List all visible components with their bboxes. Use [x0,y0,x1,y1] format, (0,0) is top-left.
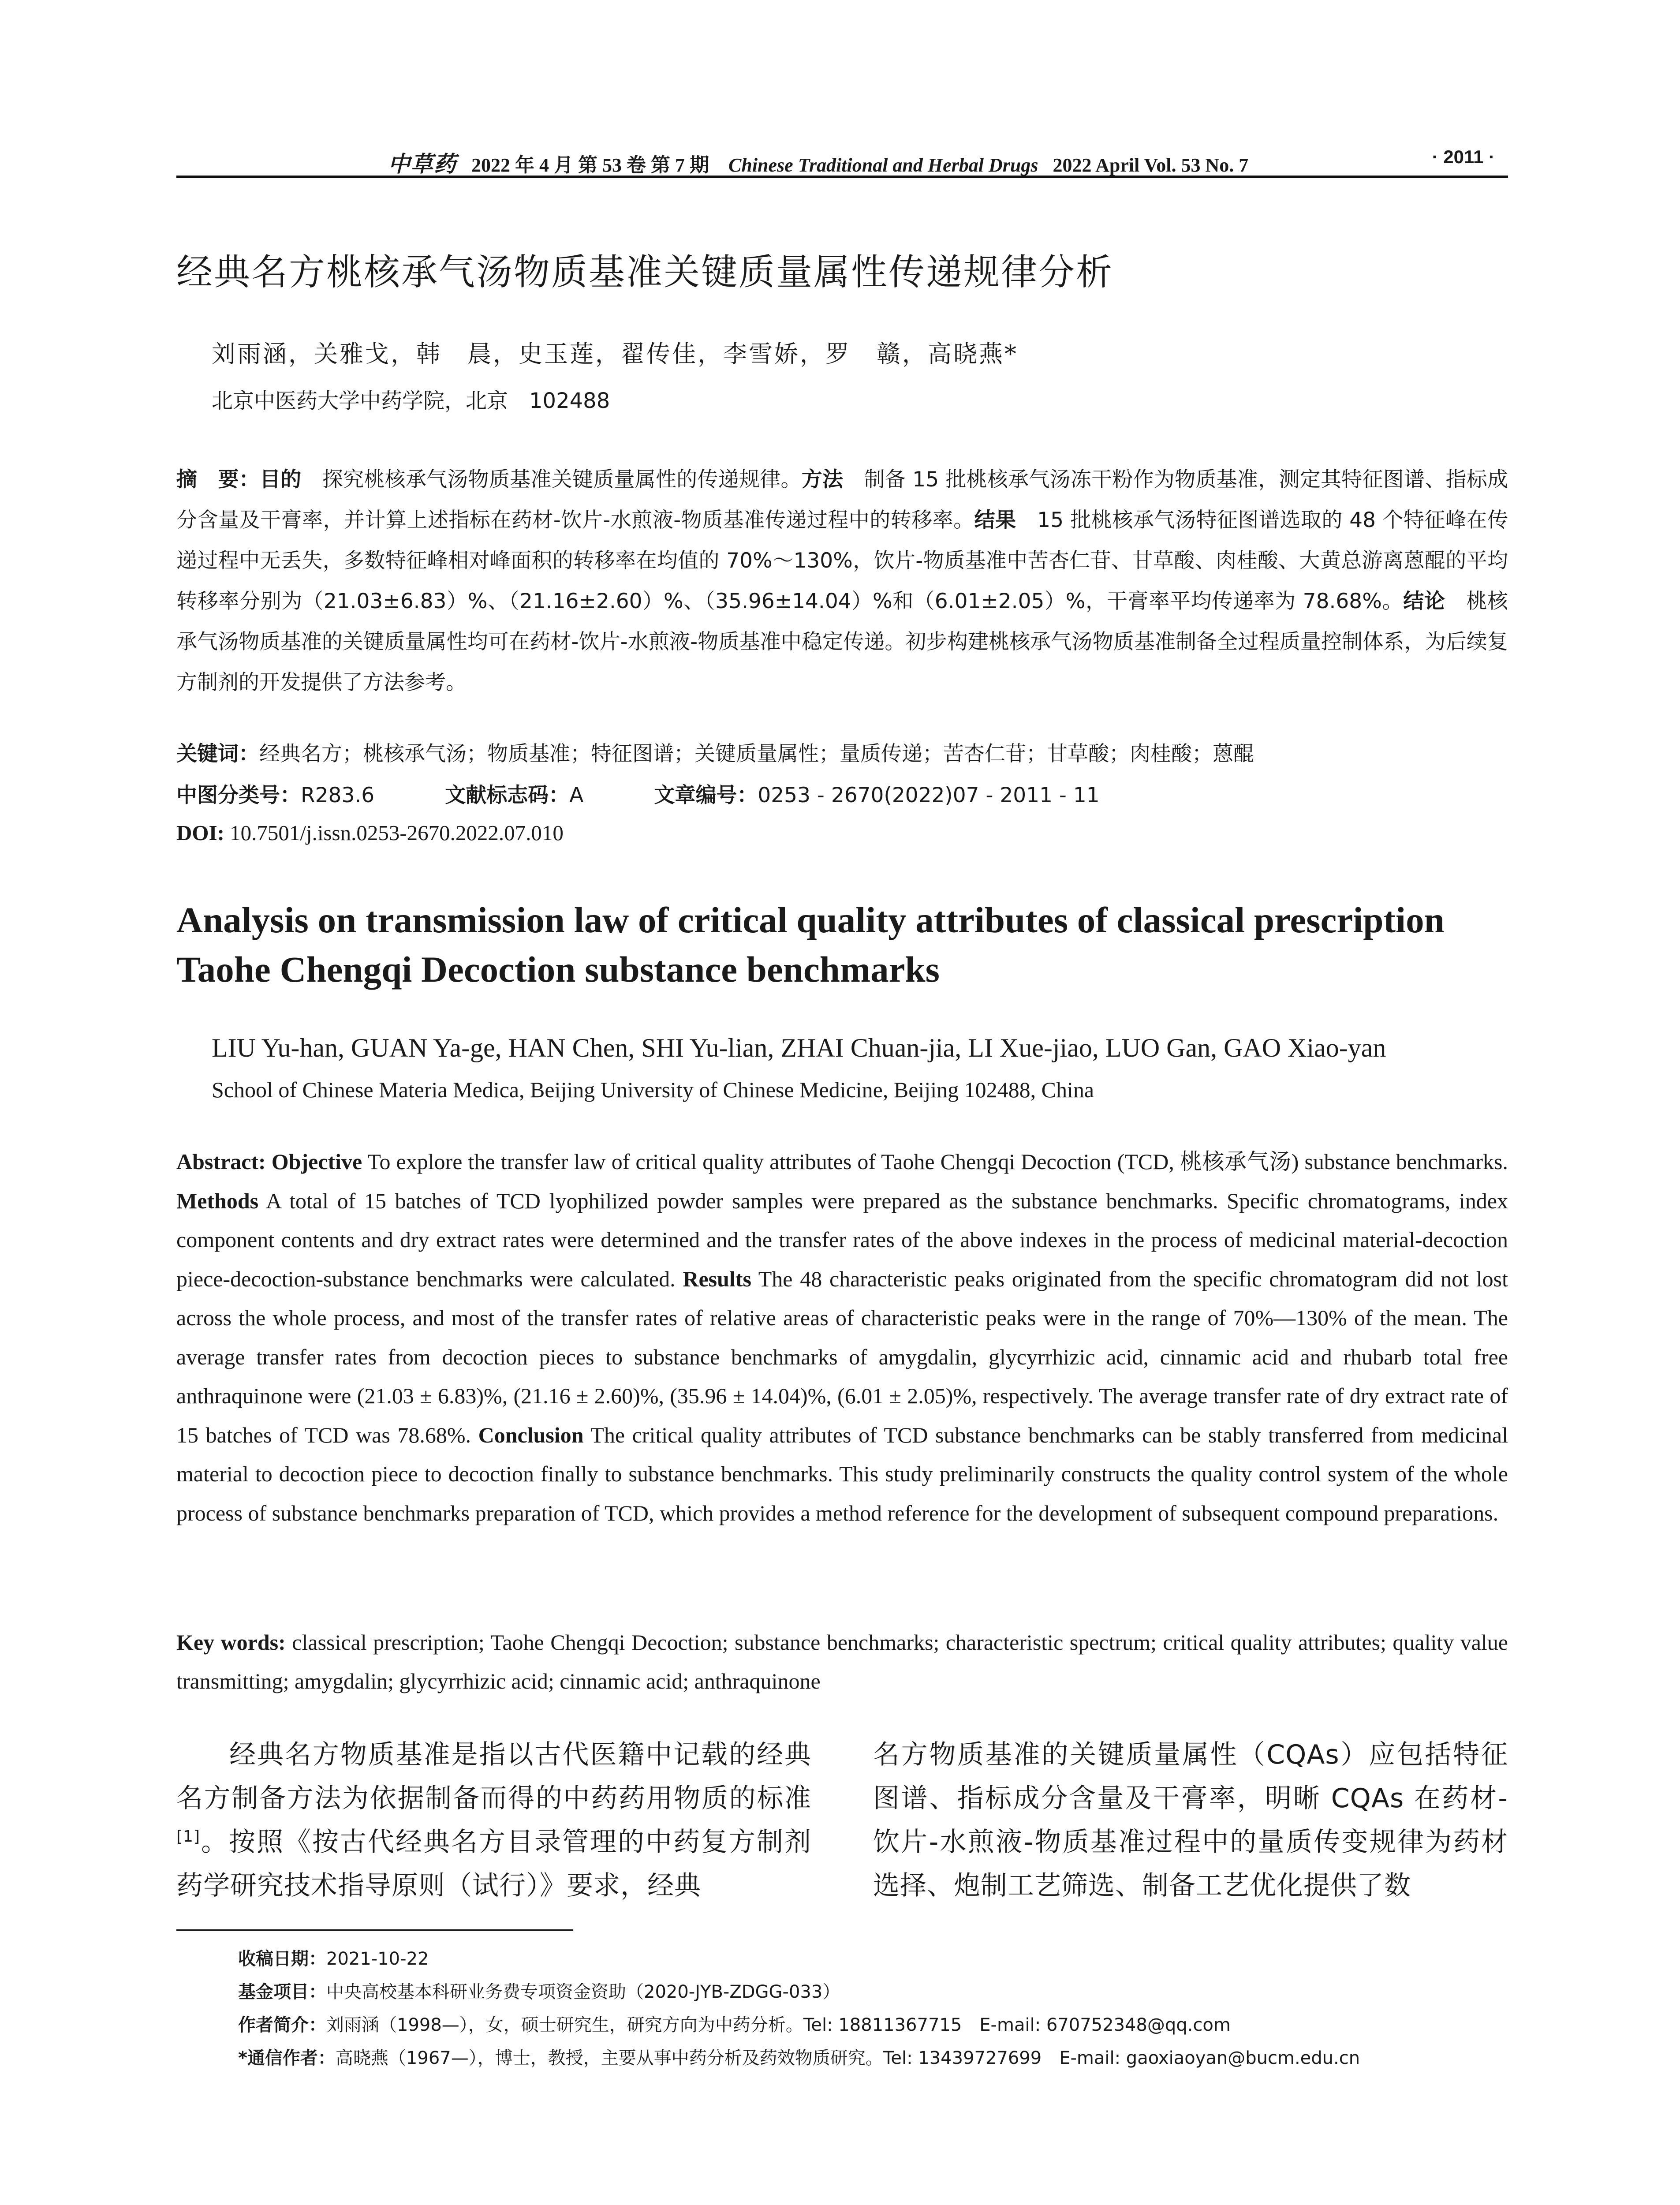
conclusion-text-cn: 桃核承气汤物质基准的关键质量属性均可在药材-饮片-水煎液-物质基准中稳定传递。初步构建桃核承气汤物质基准制备全过程质量控制体系，为后续复方制剂的开发提供了方法参考。 [176,589,1508,695]
footnotes [238,1943,1517,2075]
methods-text-cn: 制备 15 批桃核承气汤冻干粉作为物质基准，测定其特征图谱、指标成分含量及干膏率，并计算上述指标在药材-饮片-水煎液-物质基准传递过程中的转移率。 [176,467,1508,532]
doc-code-label: 文献标志码： [445,783,570,807]
abstract-label-cn: 摘 要： [176,467,260,492]
classification-line [176,779,1100,808]
article-title-en: Analysis on transmission law of critical quality attributes of classical prescription Taohe Chengqi Decoction substance benchmarks [176,900,1445,990]
running-header [176,142,1508,176]
keywords-label-en: Key words: [176,1630,286,1655]
page-number: · 2011 · [1432,146,1495,167]
clc-value: R283.6 [301,783,375,807]
article-title-cn: 经典名方桃核承气汤物质基准关键质量属性传递规律分析 [176,251,1114,293]
footnote-corresponding [238,2042,1517,2075]
doi-line [176,820,564,845]
keywords-text-en: classical prescription; Taohe Chengqi Decoction; substance benchmarks; characteristic spectrum; critical quality attributes; quality value transmitting; amygdalin; glycyrrhizic acid; cinnamic acid; anthraquinone [176,1630,1508,1693]
body-column-left [176,1733,811,1908]
affiliation-en: School of Chinese Materia Medica, Beijing University of Chinese Medicine, Beijing 102488, China [212,1077,1094,1102]
footnote-text: 2021-10-22 [326,1949,429,1969]
header-rule [176,176,1508,178]
methods-label-cn: 方法 [801,467,844,492]
body-left-text: 经典名方物质基准是指以古代医籍中记载的经典名方制备方法为依据制备而得的中药药用物质的标准 [176,1739,811,1814]
results-text-en: The 48 characteristic peaks originated from the specific chromatogram did not lost across the whole process, and most of the transfer rates of relative areas of characteristic peaks were in the range of 70%—130% of the mean. The average transfer rates from decoction pieces to substance benchmarks of amygdalin, glycyrrhizic acid, cinnamic acid and rhubarb total free anthraquinone were (21.03 ± 6.83)%, (21.16 ± 2.60)%, (35.96 ± 14.04)%, (6.01 ± 2.05)%, respectively. The average transfer rate of dry extract rate of 15 batches of TCD was 78.68%. [176,1266,1508,1447]
keywords-text-cn: 经典名方；桃核承气汤；物质基准；特征图谱；关键质量属性；量质传递；苦杏仁苷；甘草酸；肉桂酸；蒽醌 [259,742,1254,766]
body-column-right: 名方物质基准的关键质量属性（CQAs）应包括特征图谱、指标成分含量及干膏率，明晰 CQAs 在药材-饮片-水煎液-物质基准过程中的量质传变规律为药材选择、炮制工艺筛选、制备工艺优化提供了数 [873,1739,1508,1901]
keywords-cn [176,737,1254,767]
footnote-funding [238,1976,1517,2009]
footnote-text: 刘雨涵（1998—），女，硕士研究生，研究方向为中药分析。Tel: 18811367715 E-mail: 670752348@qq.com [326,2015,1231,2035]
authors-cn: 刘雨涵，关雅戈，韩 晨，史玉莲，翟传佳，李雪娇，罗 赣，高晓燕* [212,340,1018,368]
body-left-text-cont: 。按照《按古代经典名方目录管理的中药复方制剂药学研究技术指导原则（试行）》要求，经典 [176,1827,811,1901]
results-text-cn: 15 批桃核承气汤特征图谱选取的 48 个特征峰在传递过程中无丢失，多数特征峰相对峰面积的转移率在均值的 70%～130%，饮片-物质基准中苦杏仁苷、甘草酸、肉桂酸、大黄总游离蒽醌的平均转移率分别为（21.03±6.83）%、（21.16±2.60）%、（35.96±14.04）%和（6.01±2.05）%，干膏率平均传递率为 78.68%。 [176,508,1508,613]
doi-label: DOI: [176,821,224,845]
methods-label-en: Methods [176,1188,259,1213]
abstract-label-en: Abstract: [176,1149,266,1174]
issue-cn: 2022 年 4 月 第 53 卷 第 7 期 [471,154,709,176]
affiliation-cn: 北京中医药大学中药学院，北京 102488 [212,389,610,413]
results-label-cn: 结果 [974,508,1016,532]
footnote-text: 高晓燕（1967—），博士，教授，主要从事中药分析及药效物质研究。Tel: 13439727699 E-mail: gaoxiaoyan@bucm.edu.cn [335,2048,1360,2068]
footnote-label: 作者简介： [238,2015,326,2035]
journal-name-en: Chinese Traditional and Herbal Drugs [728,154,1038,176]
authors-en: LIU Yu-han, GUAN Ya-ge, HAN Chen, SHI Yu-lian, ZHAI Chuan-jia, LI Xue-jiao, LUO Gan, GAO Xiao-yan [212,1033,1386,1062]
footnote-text: 中央高校基本科研业务费专项资金资助（2020-JYB-ZDGG-033） [326,1982,840,2002]
objective-text-en: To explore the transfer law of critical quality attributes of Taohe Chengqi Decoction (TCD, 桃核承气汤) substance benchmarks. [362,1149,1508,1174]
objective-label-en: Objective [265,1149,362,1174]
running-header-journal [388,146,1248,178]
article-number-label: 文章编号： [654,783,758,807]
abstract-cn [176,460,1508,703]
objective-text-cn: 探究桃核承气汤物质基准关键质量属性的传递规律。 [301,467,802,492]
conclusion-label-en: Conclusion [478,1422,584,1447]
citation-ref[interactable]: [1] [176,1828,200,1846]
footnote-label: 收稿日期： [238,1949,326,1969]
methods-text-en: A total of 15 batches of TCD lyophilized powder samples were prepared as the substance benchmarks. Specific chromatograms, index component contents and dry extract rates were determined and the transfer rates of the above indexes in the process of medicinal material-decoction piece-decoction-substance benchmarks were calculated. [176,1188,1508,1291]
doi-value[interactable]: 10.7501/j.issn.0253-2670.2022.07.010 [224,821,564,845]
results-label-en: Results [683,1266,751,1291]
footnote-label: 基金项目： [238,1982,326,2002]
footnote-author [238,2009,1517,2042]
footnote-received [238,1943,1517,1976]
journal-name-cn: 中草药 [388,152,457,176]
footnote-rule [176,1929,573,1931]
clc-label: 中图分类号： [176,783,301,807]
keywords-en [176,1623,1508,1700]
abstract-en [176,1142,1508,1532]
article-number-value: 0253 - 2670(2022)07 - 2011 - 11 [758,783,1100,807]
footnote-label: *通信作者： [238,2048,336,2068]
objective-label-cn: 目的 [260,467,302,492]
issue-en: 2022 April Vol. 53 No. 7 [1053,154,1249,176]
keywords-label-cn: 关键词： [176,742,259,766]
doc-code-value: A [569,783,584,807]
conclusion-label-cn: 结论 [1403,589,1445,613]
conclusion-text-en: The critical quality attributes of TCD substance benchmarks can be stably transferred from medicinal material to decoction piece to decoction finally to substance benchmarks. This study preliminarily constructs the quality control system of the whole process of substance benchmarks preparation of TCD, which provides a method reference for the development of subsequent compound preparations. [176,1422,1508,1525]
